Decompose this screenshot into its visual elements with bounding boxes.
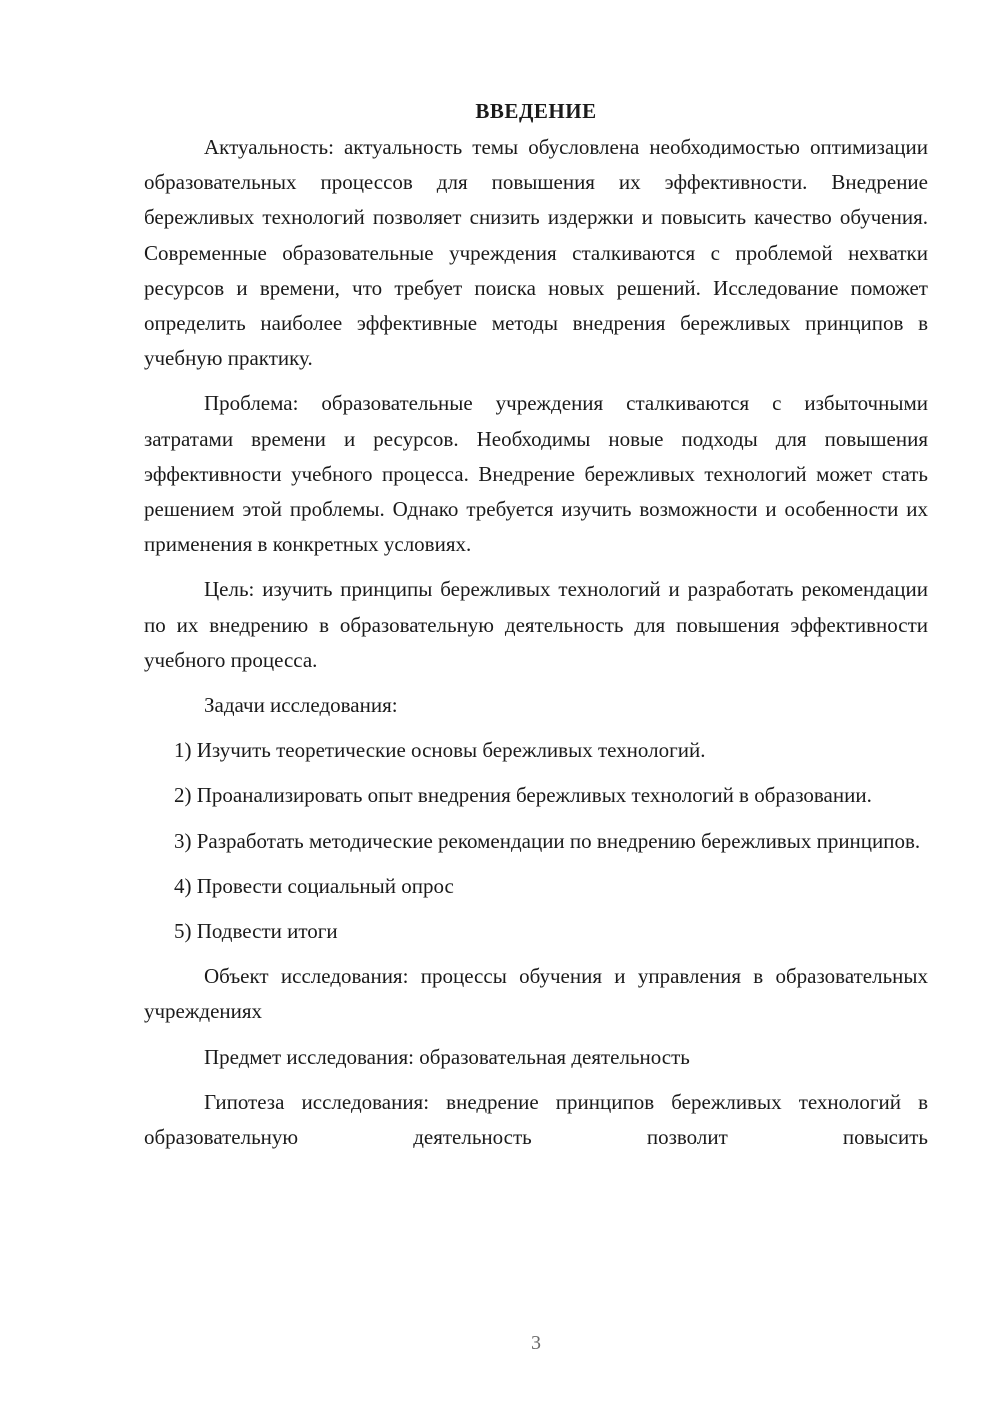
tasks-heading: Задачи исследования: bbox=[204, 693, 398, 718]
paragraph-goal: Цель: изучить принципы бережливых технологий и разработать рекомендации по их внедрению в образовательную деятельность для повышения эффективности учебного процесса. bbox=[144, 577, 928, 672]
page-title: ВВЕДЕНИЕ bbox=[475, 99, 597, 123]
paragraph-object: Объект исследования: процессы обучения и управления в образовательных учреждениях bbox=[144, 964, 928, 1024]
paragraph-relevance: Актуальность: актуальность темы обусловлена необходимостью оптимизации образовательных процессов для повышения их эффективности. Внедрение бережливых технологий позволяет снизить издержки и повысить качество обучения. Современные образовательные учреждения сталкиваются с проблемой нехватки ресурсов и времени, что требует поиска новых решений. Исследование поможет определить наиболее эффективные методы внедрения бережливых принципов в учебную практику. bbox=[144, 135, 928, 371]
task-item-4: 4) Провести социальный опрос bbox=[174, 873, 454, 898]
page-number: 3 bbox=[531, 1332, 541, 1354]
task-item-5: 5) Подвести итоги bbox=[174, 919, 338, 944]
task-item-2: 2) Проанализировать опыт внедрения бережливых технологий в образовании. bbox=[174, 783, 872, 808]
task-item-3: 3) Разработать методические рекомендации по внедрению бережливых принципов. bbox=[174, 828, 921, 853]
paragraph-problem: Проблема: образовательные учреждения сталкиваются с избыточными затратами времени и ресурсов. Необходимы новые подходы для повышения эффективности учебного процесса. Внедрение бережливых технологий может стать решением этой проблемы. Однако требуется изучить возможности и особенности их применения в конкретных условиях. bbox=[144, 391, 928, 557]
paragraph-hypothesis: Гипотеза исследования: внедрение принципов бережливых технологий в образовательную деятельность позволит повысить bbox=[144, 1089, 928, 1150]
task-item-1: 1) Изучить теоретические основы бережливых технологий. bbox=[174, 738, 706, 763]
paragraph-subject: Предмет исследования: образовательная деятельность bbox=[204, 1044, 690, 1069]
document-page bbox=[144, 96, 928, 1155]
